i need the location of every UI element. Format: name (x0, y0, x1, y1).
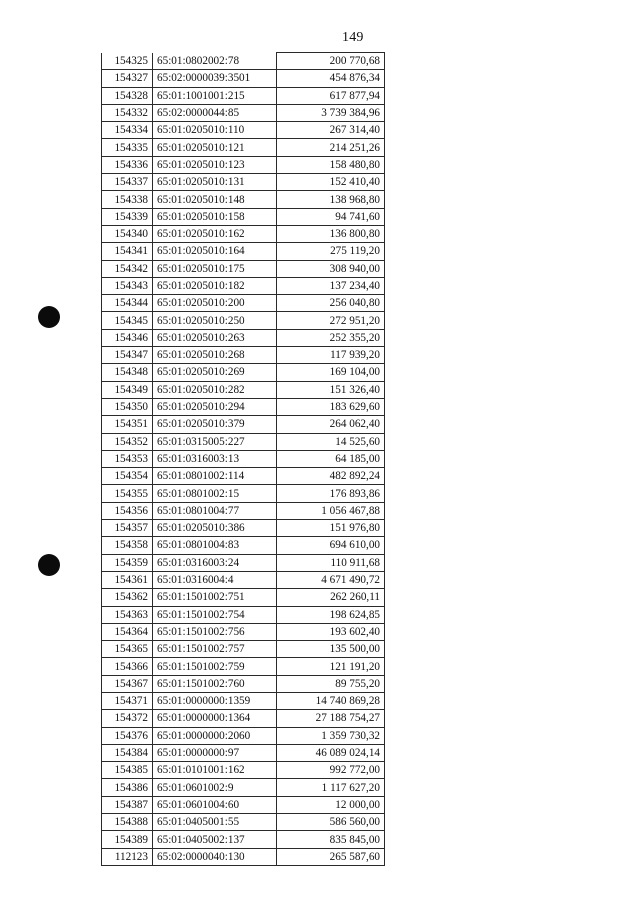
record-id-cell: 154354 (102, 468, 153, 485)
amount-cell: 992 772,00 (277, 762, 385, 779)
cadastral-number-cell: 65:01:0205010:268 (153, 347, 277, 364)
table-row (102, 762, 385, 779)
amount-cell: 200 770,68 (277, 53, 385, 70)
amount-cell: 136 800,80 (277, 225, 385, 242)
cadastral-number-cell: 65:01:0801002:114 (153, 468, 277, 485)
table-row (102, 225, 385, 242)
amount-cell: 617 877,94 (277, 87, 385, 104)
table-row (102, 537, 385, 554)
amount-cell: 137 234,40 (277, 277, 385, 294)
amount-cell: 152 410,40 (277, 174, 385, 191)
table-row (102, 520, 385, 537)
record-id-cell: 154352 (102, 433, 153, 450)
record-id-cell: 154344 (102, 295, 153, 312)
record-id-cell: 154338 (102, 191, 153, 208)
cadastral-number-cell: 65:02:0000044:85 (153, 104, 277, 121)
record-id-cell: 154327 (102, 70, 153, 87)
cadastral-number-cell: 65:01:0205010:250 (153, 312, 277, 329)
table-row (102, 485, 385, 502)
records-table (101, 52, 385, 866)
table-row (102, 796, 385, 813)
cadastral-number-cell: 65:01:0205010:294 (153, 398, 277, 415)
amount-cell: 264 062,40 (277, 416, 385, 433)
record-id-cell: 154336 (102, 156, 153, 173)
cadastral-number-cell: 65:01:0205010:379 (153, 416, 277, 433)
amount-cell: 151 976,80 (277, 520, 385, 537)
table-row (102, 174, 385, 191)
cadastral-number-cell: 65:01:0205010:386 (153, 520, 277, 537)
cadastral-number-cell: 65:01:0801004:83 (153, 537, 277, 554)
record-id-cell: 154334 (102, 122, 153, 139)
table-row (102, 606, 385, 623)
record-id-cell: 154355 (102, 485, 153, 502)
cadastral-number-cell: 65:01:0601004:60 (153, 796, 277, 813)
amount-cell: 267 314,40 (277, 122, 385, 139)
cadastral-number-cell: 65:01:1501002:751 (153, 589, 277, 606)
punch-hole-mark (38, 306, 60, 328)
table-row (102, 710, 385, 727)
cadastral-number-cell: 65:01:1001001:215 (153, 87, 277, 104)
amount-cell: 265 587,60 (277, 848, 385, 865)
cadastral-number-cell: 65:01:0801002:15 (153, 485, 277, 502)
punch-hole-mark (38, 554, 60, 576)
amount-cell: 694 610,00 (277, 537, 385, 554)
record-id-cell: 154371 (102, 692, 153, 709)
table-row (102, 623, 385, 640)
amount-cell: 27 188 754,27 (277, 710, 385, 727)
record-id-cell: 154349 (102, 381, 153, 398)
cadastral-number-cell: 65:01:0405002:137 (153, 831, 277, 848)
record-id-cell: 154353 (102, 450, 153, 467)
record-id-cell: 154365 (102, 641, 153, 658)
amount-cell: 193 602,40 (277, 623, 385, 640)
table-row (102, 70, 385, 87)
table-row (102, 191, 385, 208)
table-row (102, 468, 385, 485)
record-id-cell: 154386 (102, 779, 153, 796)
record-id-cell: 154337 (102, 174, 153, 191)
amount-cell: 1 056 467,88 (277, 502, 385, 519)
amount-cell: 256 040,80 (277, 295, 385, 312)
table-row (102, 364, 385, 381)
record-id-cell: 154363 (102, 606, 153, 623)
cadastral-number-cell: 65:01:0601002:9 (153, 779, 277, 796)
record-id-cell: 154342 (102, 260, 153, 277)
record-id-cell: 154361 (102, 571, 153, 588)
record-id-cell: 154384 (102, 744, 153, 761)
table-row (102, 571, 385, 588)
cadastral-number-cell: 65:01:0000000:1364 (153, 710, 277, 727)
table-row (102, 554, 385, 571)
amount-cell: 262 260,11 (277, 589, 385, 606)
table-row (102, 295, 385, 312)
amount-cell: 12 000,00 (277, 796, 385, 813)
amount-cell: 3 739 384,96 (277, 104, 385, 121)
cadastral-number-cell: 65:02:0000040:130 (153, 848, 277, 865)
table-row (102, 277, 385, 294)
record-id-cell: 154332 (102, 104, 153, 121)
cadastral-number-cell: 65:01:0205010:110 (153, 122, 277, 139)
table-row (102, 398, 385, 415)
record-id-cell: 154345 (102, 312, 153, 329)
table-row (102, 347, 385, 364)
cadastral-number-cell: 65:01:0316003:24 (153, 554, 277, 571)
table-row (102, 87, 385, 104)
table-row (102, 727, 385, 744)
records-table-body (102, 53, 385, 866)
cadastral-number-cell: 65:01:0000000:1359 (153, 692, 277, 709)
cadastral-number-cell: 65:01:0316003:13 (153, 450, 277, 467)
amount-cell: 46 089 024,14 (277, 744, 385, 761)
cadastral-number-cell: 65:01:0205010:131 (153, 174, 277, 191)
amount-cell: 586 560,00 (277, 814, 385, 831)
amount-cell: 176 893,86 (277, 485, 385, 502)
amount-cell: 1 359 730,32 (277, 727, 385, 744)
record-id-cell: 154362 (102, 589, 153, 606)
page-number: 149 (342, 30, 364, 45)
amount-cell: 64 185,00 (277, 450, 385, 467)
table-row (102, 381, 385, 398)
table-row (102, 814, 385, 831)
amount-cell: 198 624,85 (277, 606, 385, 623)
table-row (102, 260, 385, 277)
amount-cell: 482 892,24 (277, 468, 385, 485)
record-id-cell: 154348 (102, 364, 153, 381)
table-row (102, 329, 385, 346)
cadastral-number-cell: 65:01:0801004:77 (153, 502, 277, 519)
table-row (102, 744, 385, 761)
record-id-cell: 112123 (102, 848, 153, 865)
cadastral-number-cell: 65:01:0101001:162 (153, 762, 277, 779)
table-row (102, 502, 385, 519)
amount-cell: 121 191,20 (277, 658, 385, 675)
table-row (102, 139, 385, 156)
table-row (102, 675, 385, 692)
table-row (102, 450, 385, 467)
amount-cell: 151 326,40 (277, 381, 385, 398)
record-id-cell: 154325 (102, 53, 153, 70)
amount-cell: 14 740 869,28 (277, 692, 385, 709)
table-row (102, 433, 385, 450)
amount-cell: 158 480,80 (277, 156, 385, 173)
record-id-cell: 154388 (102, 814, 153, 831)
amount-cell: 138 968,80 (277, 191, 385, 208)
amount-cell: 275 119,20 (277, 243, 385, 260)
record-id-cell: 154364 (102, 623, 153, 640)
record-id-cell: 154341 (102, 243, 153, 260)
cadastral-number-cell: 65:01:0205010:121 (153, 139, 277, 156)
cadastral-number-cell: 65:01:0316004:4 (153, 571, 277, 588)
amount-cell: 135 500,00 (277, 641, 385, 658)
cadastral-number-cell: 65:01:0802002:78 (153, 53, 277, 70)
cadastral-number-cell: 65:01:1501002:760 (153, 675, 277, 692)
cadastral-number-cell: 65:01:0205010:269 (153, 364, 277, 381)
table-row (102, 831, 385, 848)
cadastral-number-cell: 65:01:0205010:123 (153, 156, 277, 173)
record-id-cell: 154328 (102, 87, 153, 104)
amount-cell: 272 951,20 (277, 312, 385, 329)
record-id-cell: 154339 (102, 208, 153, 225)
table-row (102, 658, 385, 675)
amount-cell: 308 940,00 (277, 260, 385, 277)
cadastral-number-cell: 65:01:1501002:754 (153, 606, 277, 623)
cadastral-number-cell: 65:01:0205010:162 (153, 225, 277, 242)
record-id-cell: 154366 (102, 658, 153, 675)
amount-cell: 454 876,34 (277, 70, 385, 87)
cadastral-number-cell: 65:01:0315005:227 (153, 433, 277, 450)
record-id-cell: 154372 (102, 710, 153, 727)
amount-cell: 1 117 627,20 (277, 779, 385, 796)
record-id-cell: 154346 (102, 329, 153, 346)
cadastral-number-cell: 65:01:0205010:148 (153, 191, 277, 208)
record-id-cell: 154350 (102, 398, 153, 415)
table-row (102, 589, 385, 606)
cadastral-number-cell: 65:01:0205010:200 (153, 295, 277, 312)
amount-cell: 252 355,20 (277, 329, 385, 346)
table-row (102, 208, 385, 225)
record-id-cell: 154389 (102, 831, 153, 848)
table-row (102, 53, 385, 70)
record-id-cell: 154385 (102, 762, 153, 779)
record-id-cell: 154356 (102, 502, 153, 519)
record-id-cell: 154343 (102, 277, 153, 294)
record-id-cell: 154347 (102, 347, 153, 364)
table-row (102, 122, 385, 139)
cadastral-number-cell: 65:01:0405001:55 (153, 814, 277, 831)
amount-cell: 94 741,60 (277, 208, 385, 225)
table-row (102, 848, 385, 865)
cadastral-number-cell: 65:01:1501002:759 (153, 658, 277, 675)
cadastral-number-cell: 65:01:1501002:757 (153, 641, 277, 658)
table-row (102, 779, 385, 796)
record-id-cell: 154387 (102, 796, 153, 813)
record-id-cell: 154335 (102, 139, 153, 156)
cadastral-number-cell: 65:01:0205010:263 (153, 329, 277, 346)
cadastral-number-cell: 65:01:0000000:2060 (153, 727, 277, 744)
cadastral-number-cell: 65:01:0000000:97 (153, 744, 277, 761)
amount-cell: 110 911,68 (277, 554, 385, 571)
table-row (102, 156, 385, 173)
cadastral-number-cell: 65:01:0205010:175 (153, 260, 277, 277)
table-row (102, 692, 385, 709)
cadastral-number-cell: 65:02:0000039:3501 (153, 70, 277, 87)
table-row (102, 312, 385, 329)
amount-cell: 835 845,00 (277, 831, 385, 848)
cadastral-number-cell: 65:01:1501002:756 (153, 623, 277, 640)
table-row (102, 641, 385, 658)
amount-cell: 169 104,00 (277, 364, 385, 381)
amount-cell: 14 525,60 (277, 433, 385, 450)
record-id-cell: 154359 (102, 554, 153, 571)
record-id-cell: 154358 (102, 537, 153, 554)
amount-cell: 117 939,20 (277, 347, 385, 364)
amount-cell: 4 671 490,72 (277, 571, 385, 588)
record-id-cell: 154376 (102, 727, 153, 744)
record-id-cell: 154357 (102, 520, 153, 537)
table-row (102, 104, 385, 121)
cadastral-number-cell: 65:01:0205010:282 (153, 381, 277, 398)
record-id-cell: 154351 (102, 416, 153, 433)
cadastral-number-cell: 65:01:0205010:182 (153, 277, 277, 294)
cadastral-number-cell: 65:01:0205010:164 (153, 243, 277, 260)
amount-cell: 89 755,20 (277, 675, 385, 692)
amount-cell: 214 251,26 (277, 139, 385, 156)
record-id-cell: 154367 (102, 675, 153, 692)
table-row (102, 243, 385, 260)
table-row (102, 416, 385, 433)
amount-cell: 183 629,60 (277, 398, 385, 415)
cadastral-number-cell: 65:01:0205010:158 (153, 208, 277, 225)
record-id-cell: 154340 (102, 225, 153, 242)
